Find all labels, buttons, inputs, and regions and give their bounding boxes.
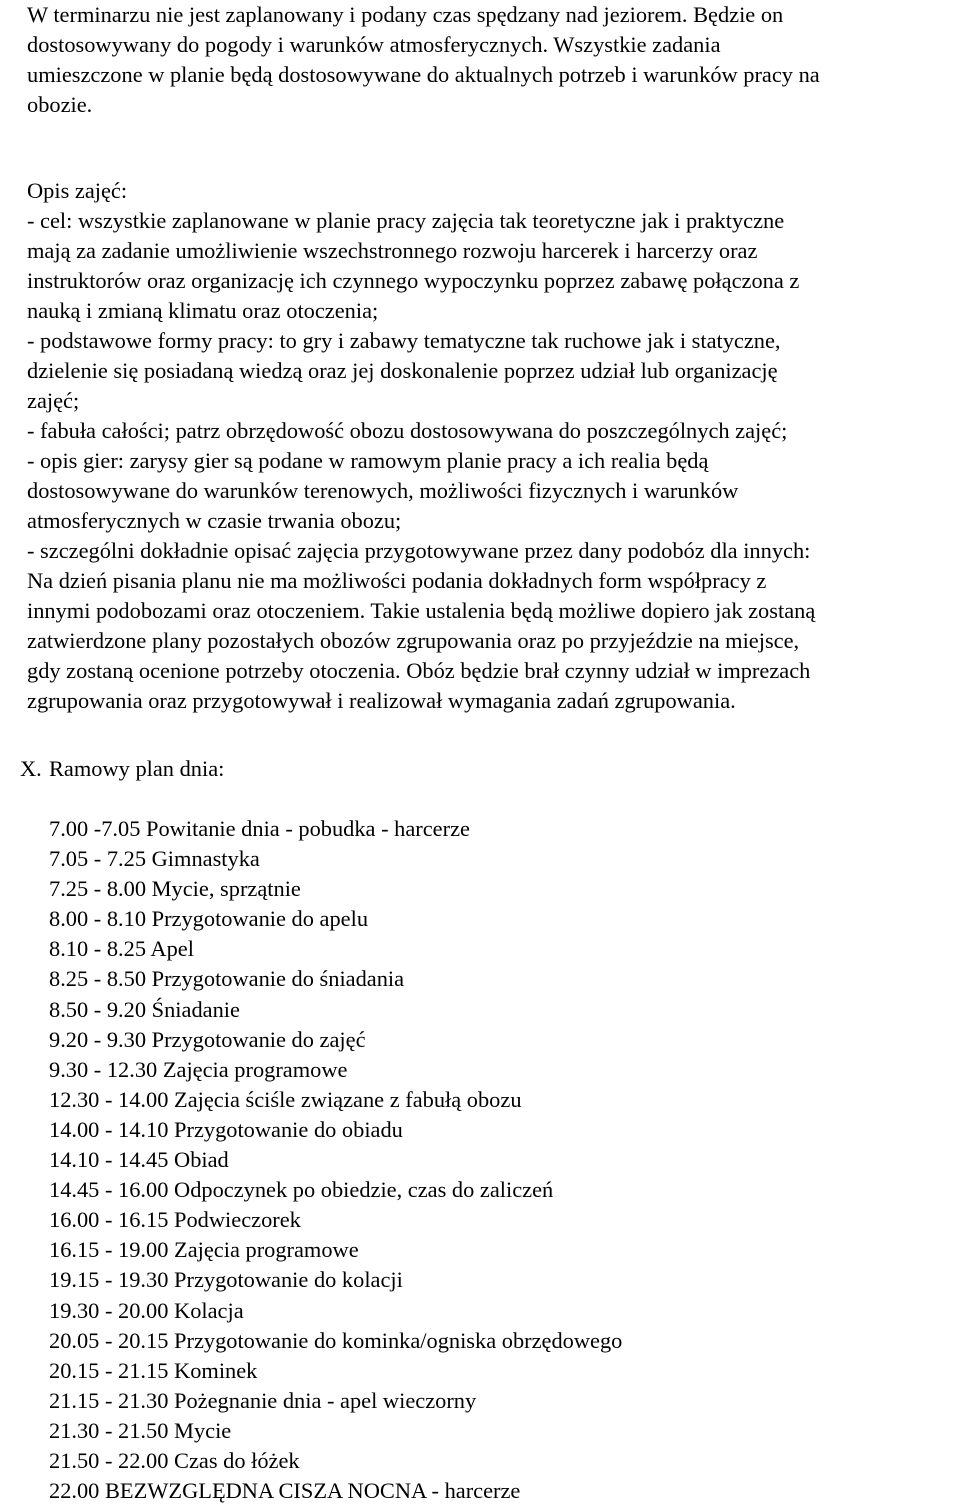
schedule-activity: Przygotowanie do śniadania (151, 966, 405, 992)
schedule-activity: Przygotowanie do kolacji (174, 1267, 403, 1293)
schedule-item (49, 1055, 949, 1085)
schedule-item (49, 1386, 949, 1416)
schedule-item (49, 1025, 949, 1055)
schedule-item (49, 1265, 949, 1295)
schedule-time: 21.15 - 21.30 (49, 1387, 169, 1413)
schedule-time: 7.25 - 8.00 (49, 876, 147, 902)
schedule-activity: Gimnastyka (151, 846, 260, 872)
schedule-item (49, 904, 949, 934)
schedule-item (49, 934, 949, 964)
schedule-activity: Przygotowanie do kominka/ogniska obrzędowego (174, 1327, 623, 1353)
description-line: zgrupowania oraz przygotowywał i realizował wymagania zadań zgrupowania. (27, 688, 736, 713)
schedule-time: 14.10 - 14.45 (49, 1147, 169, 1173)
description-line: - opis gier: zarysy gier są podane w ramowym planie pracy a ich realia będą (27, 448, 709, 473)
intro-line: W terminarzu nie jest zaplanowany i podany czas spędzany nad jeziorem. Będzie on (27, 2, 784, 27)
schedule-activity: Mycie, sprzątnie (151, 876, 301, 902)
schedule-item (49, 1356, 949, 1386)
schedule-activity: Podwieczorek (174, 1207, 301, 1233)
schedule-activity: Odpoczynek po obiedzie, czas do zaliczeń (174, 1177, 554, 1203)
schedule-item (49, 844, 949, 874)
schedule-time: 8.00 - 8.10 (49, 906, 147, 932)
schedule-activity: Czas do łóżek (174, 1447, 300, 1473)
schedule-time: 9.30 - 12.30 (49, 1056, 158, 1082)
schedule-item (49, 874, 949, 904)
schedule-item (49, 964, 949, 994)
schedule-item (49, 1296, 949, 1326)
schedule-activity: Apel (150, 936, 194, 962)
schedule-activity: Mycie (174, 1417, 232, 1443)
activities-description (27, 176, 957, 716)
schedule-time: 19.15 - 19.30 (49, 1267, 169, 1293)
schedule-item (49, 1175, 949, 1205)
schedule-time: 7.05 - 7.25 (49, 846, 147, 872)
schedule-item (49, 1416, 949, 1446)
description-line: - podstawowe formy pracy: to gry i zabawy tematyczne tak ruchowe jak i statyczne, (27, 328, 781, 353)
description-line: - szczególni dokładnie opisać zajęcia przygotowywane przez dany podobóz dla innych: (27, 538, 811, 563)
schedule-item (49, 1446, 949, 1476)
description-line: - cel: wszystkie zaplanowane w planie pracy zajęcia tak teoretyczne jak i praktyczne (27, 208, 785, 233)
schedule-time: 21.30 - 21.50 (49, 1417, 169, 1443)
description-line: innymi podobozami oraz otoczeniem. Takie ustalenia będą możliwe dopiero jak zostaną (27, 598, 816, 623)
description-heading: Opis zajęć: (27, 178, 128, 203)
schedule-activity: Kominek (174, 1357, 258, 1383)
schedule-time: 8.10 - 8.25 (49, 936, 147, 962)
schedule-activity: Pożegnanie dnia - apel wieczorny (174, 1387, 477, 1413)
description-line: Na dzień pisania planu nie ma możliwości podania dokładnych form współpracy z (27, 568, 767, 593)
schedule-time: 8.50 - 9.20 (49, 996, 147, 1022)
section-heading (0, 754, 960, 784)
section-number: X. (20, 756, 42, 781)
schedule-activity: Przygotowanie do obiadu (174, 1116, 403, 1142)
description-line: dostosowywane do warunków terenowych, możliwości fizycznych i warunków (27, 478, 739, 503)
schedule-activity: Zajęcia programowe (162, 1056, 348, 1082)
section-title: Ramowy plan dnia: (49, 756, 225, 781)
schedule-time: 22.00 (49, 1478, 100, 1504)
description-line: zajęć; (27, 388, 80, 413)
description-line: gdy zostaną ocenione potrzeby otoczenia. Obóz będzie brał czynny udział w imprezach (27, 658, 811, 683)
description-line: zatwierdzone plany pozostałych obozów zgrupowania oraz po przyjeździe na miejsce, (27, 628, 800, 653)
schedule-time: 7.00 -7.05 (49, 816, 141, 841)
description-line: atmosferycznych w czasie trwania obozu; (27, 508, 402, 533)
schedule-time: 20.05 - 20.15 (49, 1327, 169, 1353)
schedule-time: 20.15 - 21.15 (49, 1357, 169, 1383)
daily-schedule-list (49, 814, 949, 1506)
schedule-item (49, 1235, 949, 1265)
schedule-item (49, 1115, 949, 1145)
schedule-activity: Zajęcia ściśle związane z fabułą obozu (174, 1086, 522, 1112)
intro-paragraph (27, 0, 957, 120)
description-line: mają za zadanie umożliwienie wszechstronnego rozwoju harcerek i harcerzy oraz (27, 238, 758, 263)
schedule-time: 21.50 - 22.00 (49, 1447, 169, 1473)
intro-line: obozie. (27, 92, 93, 117)
schedule-item (49, 1205, 949, 1235)
schedule-time: 19.30 - 20.00 (49, 1297, 169, 1323)
schedule-item (49, 1145, 949, 1175)
description-line: - fabuła całości; patrz obrzędowość obozu dostosowywana do poszczególnych zajęć; (27, 418, 788, 443)
description-line: instruktorów oraz organizację ich czynnego wypoczynku poprzez zabawę połączona z (27, 268, 800, 293)
schedule-item (49, 1476, 949, 1506)
schedule-time: 14.00 - 14.10 (49, 1116, 169, 1142)
schedule-item (49, 995, 949, 1025)
description-line: nauką i zmianą klimatu oraz otoczenia; (27, 298, 379, 323)
schedule-item (49, 814, 949, 844)
schedule-time: 9.20 - 9.30 (49, 1026, 147, 1052)
schedule-activity: Przygotowanie do apelu (151, 906, 369, 932)
description-line: dzielenie się posiadaną wiedzą oraz jej doskonalenie poprzez udział lub organizację (27, 358, 778, 383)
schedule-item (49, 1085, 949, 1115)
schedule-activity: Zajęcia programowe (174, 1237, 359, 1263)
schedule-activity: Obiad (174, 1147, 229, 1173)
schedule-item (49, 1326, 949, 1356)
schedule-activity: BEZWZGLĘDNA CISZA NOCNA - harcerze (105, 1478, 521, 1504)
intro-line: dostosowywany do pogody i warunków atmosferycznych. Wszystkie zadania (27, 32, 721, 57)
schedule-time: 8.25 - 8.50 (49, 966, 147, 992)
schedule-activity: Przygotowanie do zajęć (151, 1026, 366, 1052)
schedule-activity: Kolacja (174, 1297, 244, 1323)
schedule-time: 16.00 - 16.15 (49, 1207, 169, 1233)
schedule-time: 14.45 - 16.00 (49, 1177, 169, 1203)
schedule-time: 12.30 - 14.00 (49, 1086, 169, 1112)
schedule-activity: Śniadanie (151, 996, 240, 1022)
schedule-activity: Powitanie dnia - pobudka - harcerze (146, 816, 470, 841)
intro-line: umieszczone w planie będą dostosowywane do aktualnych potrzeb i warunków pracy na (27, 62, 820, 87)
schedule-time: 16.15 - 19.00 (49, 1237, 169, 1263)
